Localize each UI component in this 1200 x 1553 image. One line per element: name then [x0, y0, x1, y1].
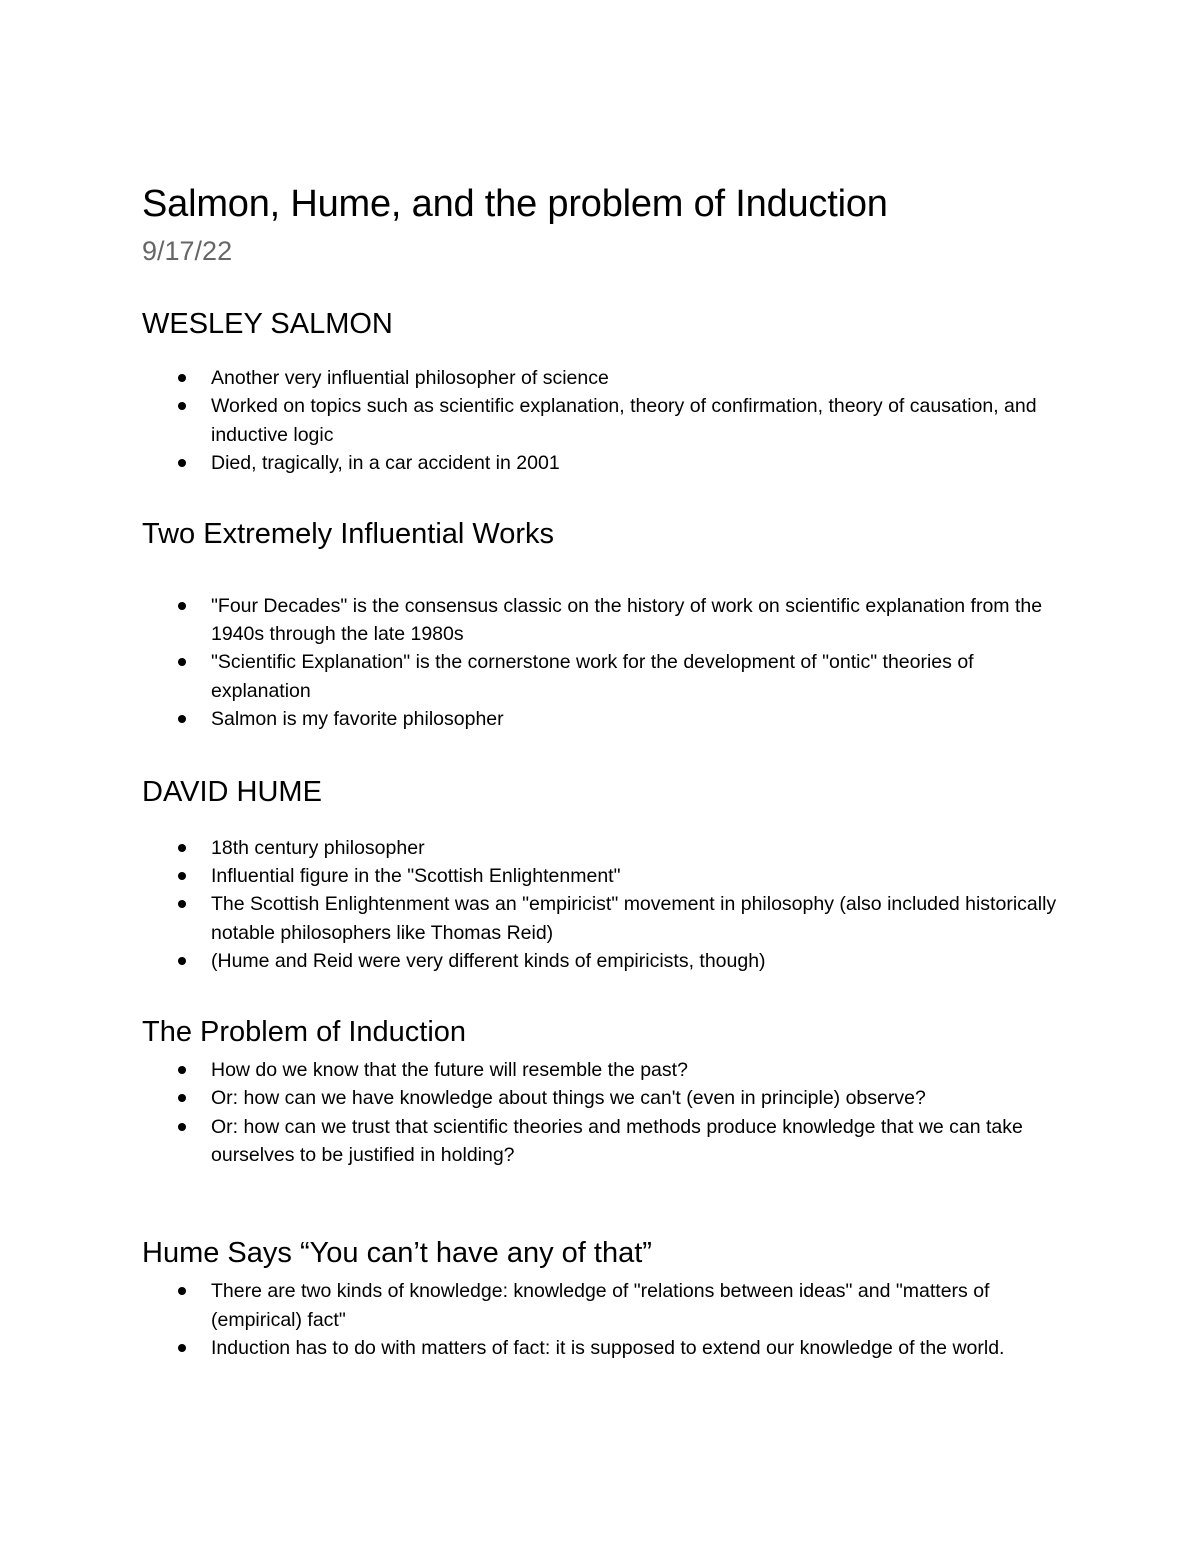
- list-item: [142, 1334, 1072, 1362]
- list-item: [142, 947, 1072, 975]
- list-item-text: Another very influential philosopher of science: [211, 367, 609, 389]
- list-item: [142, 364, 1072, 392]
- list-item: [142, 705, 1072, 733]
- section-heading: WESLEY SALMON: [142, 308, 393, 340]
- list-item-text: Or: how can we have knowledge about things we can't (even in principle) observe?: [211, 1087, 926, 1110]
- bullet-dot-icon: [178, 1094, 186, 1102]
- list-item-text: There are two kinds of knowledge: knowledge of "relations between ideas" and "matters of (empirical) fact": [211, 1280, 990, 1331]
- bullet-dot-icon: [178, 374, 186, 382]
- list-item: [142, 1056, 1072, 1084]
- list-item: [142, 592, 1072, 649]
- section-wesley-salmon: [142, 306, 1072, 478]
- list-item-text: "Scientific Explanation" is the cornerstone work for the development of "ontic" theories of explanation: [211, 651, 974, 702]
- bullet-dot-icon: [178, 844, 186, 852]
- bullet-dot-icon: [178, 658, 186, 666]
- bullet-dot-icon: [178, 402, 186, 410]
- list-item-text: The Scottish Enlightenment was an "empiricist" movement in philosophy (also included historically notable philosophers like Thomas Reid): [211, 893, 1057, 944]
- list-item-text: How do we know that the future will resemble the past?: [211, 1058, 688, 1081]
- section-david-hume: [142, 774, 1072, 976]
- list-item: [142, 862, 1072, 890]
- bullet-dot-icon: [178, 459, 186, 467]
- bullet-list: [142, 364, 1072, 478]
- list-item: [142, 392, 1072, 449]
- list-item-text: Influential figure in the "Scottish Enlightenment": [211, 865, 621, 888]
- section-heading: DAVID HUME: [142, 775, 322, 808]
- bullet-list: [142, 1056, 1072, 1170]
- section-heading: The Problem of Induction: [142, 1015, 467, 1048]
- bullet-list: [142, 1277, 1072, 1362]
- bullet-list: [142, 834, 1072, 976]
- list-item: [142, 648, 1072, 705]
- bullet-dot-icon: [178, 957, 186, 965]
- document-date: 9/17/22: [142, 236, 233, 266]
- document-body: [142, 180, 1072, 1363]
- list-item-text: Worked on topics such as scientific explanation, theory of confirmation, theory of causation, and inductive logic: [211, 395, 1037, 446]
- bullet-dot-icon: [178, 1066, 186, 1074]
- bullet-dot-icon: [178, 1287, 186, 1295]
- section-influential-works: [142, 516, 1072, 734]
- list-item: [142, 449, 1072, 477]
- section-hume-says: [142, 1235, 1072, 1362]
- bullet-dot-icon: [178, 602, 186, 610]
- list-item-text: (Hume and Reid were very different kinds of empiricists, though): [211, 950, 766, 973]
- list-item-text: "Four Decades" is the consensus classic on the history of work on scientific explanation from the 1940s through the late 1980s: [211, 594, 1043, 646]
- list-item: [142, 890, 1072, 947]
- list-item-text: Salmon is my favorite philosopher: [211, 708, 504, 731]
- document-title: Salmon, Hume, and the problem of Induction: [142, 183, 888, 225]
- list-item-text: Or: how can we trust that scientific theories and methods produce knowledge that we can take ourselves to be justified in holding?: [211, 1115, 1023, 1166]
- bullet-dot-icon: [178, 900, 186, 908]
- section-heading: Hume Says “You can’t have any of that”: [142, 1237, 652, 1270]
- list-item-text: 18th century philosopher: [211, 836, 425, 859]
- list-item: [142, 1084, 1072, 1112]
- list-item: [142, 1113, 1072, 1170]
- bullet-dot-icon: [178, 1344, 186, 1352]
- bullet-list: [142, 592, 1072, 734]
- bullet-dot-icon: [178, 1123, 186, 1131]
- list-item-text: Induction has to do with matters of fact: it is supposed to extend our knowledge of the world.: [211, 1337, 1005, 1360]
- list-item: [142, 1277, 1072, 1334]
- list-item-text: Died, tragically, in a car accident in 2001: [211, 452, 560, 475]
- section-heading: Two Extremely Influential Works: [142, 517, 555, 550]
- list-item: [142, 834, 1072, 862]
- bullet-dot-icon: [178, 715, 186, 723]
- section-problem-of-induction: [142, 1014, 1072, 1170]
- bullet-dot-icon: [178, 872, 186, 880]
